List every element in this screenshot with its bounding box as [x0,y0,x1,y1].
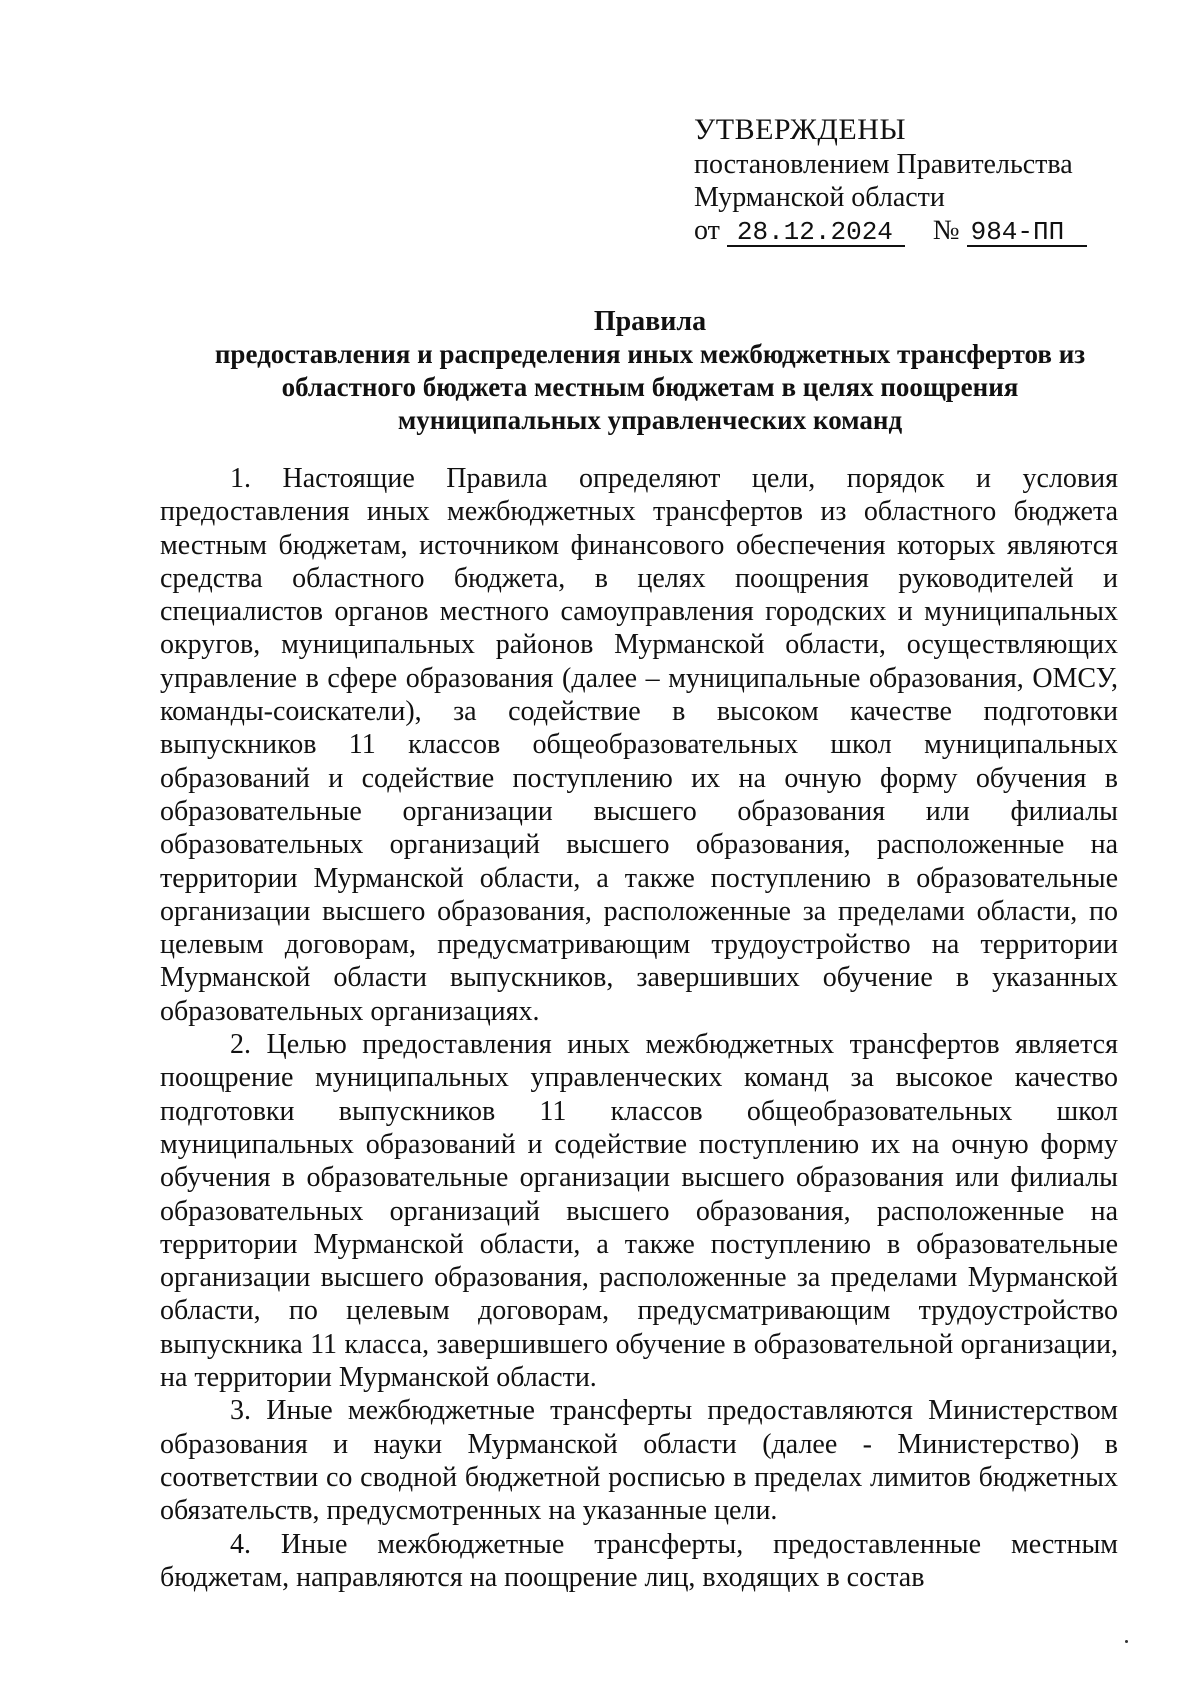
paragraph-1: 1. Настоящие Правила определяют цели, порядок и условия предоставления иных межбюджетных трансфертов из областного бюджета местным бюджетам, источником финансового обеспечения которых являются средства областного бюджета, в целях поощрения руководителей и специалистов органов местного самоуправления городских и муниципальных округов, муниципальных районов Мурманской области, осуществляющих управление в сфере образования (далее – муниципальные образования, ОМСУ, команды-соискатели), за содействие в высоком качестве подготовки выпускников 11 классов общеобразовательных школ муниципальных образований и содействие поступлению их на очную форму обучения в образовательные организации высшего образования или филиалы образовательных организаций высшего образования, расположенные на территории Мурманской области, а также поступлению в образовательные организации высшего образования, расположенные за пределами области, по целевым договорам, предусматривающим трудоустройство на территории Мурманской области выпускников, завершивших обучение в указанных образовательных организациях. [160,463,1118,1027]
date-prefix: от [694,215,720,246]
title-main: Правила [593,306,707,337]
approval-date-number [694,214,1124,247]
approval-number: 984-ПП [967,219,1087,247]
document-body [160,462,1118,1594]
approved-heading: УТВЕРЖДЕНЫ [694,113,907,146]
approval-line-1: постановлением Правительства [694,149,1073,180]
number-prefix: № [932,215,960,246]
approval-line-2: Мурманской области [694,182,945,213]
scan-speck [1125,1640,1128,1643]
title-subtitle: предоставления и распределения иных межбюджетных трансфертов из областного бюджета местным бюджетам в целях поощрения муниципальных управленческих команд [214,339,1086,435]
paragraph-4: 4. Иные межбюджетные трансферты, предоставленные местным бюджетам, направляются на поощрение лиц, входящих в состав [160,1528,1118,1593]
document-title [180,305,1120,437]
approval-stamp [694,112,1124,247]
paragraph-3: 3. Иные межбюджетные трансферты предоставляются Министерством образования и науки Мурманской области (далее - Министерство) в соответствии со сводной бюджетной росписью в пределах лимитов бюджетных обязательств, предусмотренных на указанные цели. [160,1395,1118,1527]
approval-date: 28.12.2024 [727,219,905,247]
paragraph-2: 2. Целью предоставления иных межбюджетных трансфертов является поощрение муниципальных управленческих команд за высокое качество подготовки выпускников 11 классов общеобразовательных школ муниципальных образований и содействие поступлению их на очную форму обучения в образовательные организации высшего образования или филиалы образовательных организаций высшего образования, расположенные на территории Мурманской области, а также поступлению в образовательные организации высшего образования, расположенные за пределами Мурманской области, по целевым договорам, предусматривающим трудоустройство выпускника 11 класса, завершившего обучение в образовательной организации, на территории Мурманской области. [160,1029,1118,1394]
